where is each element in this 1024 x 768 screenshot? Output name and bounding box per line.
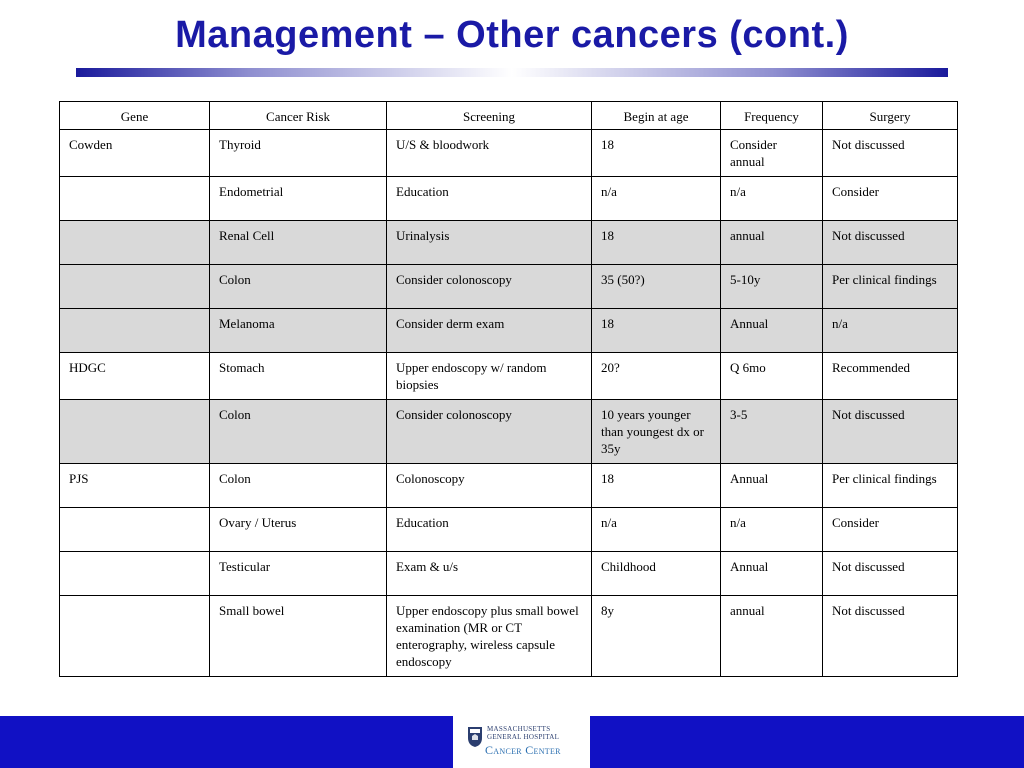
cell-frequency: annual [721,596,823,677]
cell-frequency: Annual [721,309,823,353]
cell-begin-at-age: 18 [592,464,721,508]
cell-surgery: Consider [823,177,958,221]
cell-gene [60,177,210,221]
table-row [60,508,958,552]
cell-surgery: Not discussed [823,130,958,177]
cell-gene [60,400,210,464]
header-gene: Gene [60,102,210,130]
table-row [60,464,958,508]
header-frequency: Frequency [721,102,823,130]
cell-frequency: 3-5 [721,400,823,464]
title-underline-bar [76,68,948,77]
cell-frequency: annual [721,221,823,265]
cell-gene: HDGC [60,353,210,400]
cell-frequency: Q 6mo [721,353,823,400]
cell-cancer-risk: Testicular [210,552,387,596]
cell-begin-at-age: 8y [592,596,721,677]
cell-surgery: Per clinical findings [823,464,958,508]
header-screening: Screening [387,102,592,130]
cell-cancer-risk: Thyroid [210,130,387,177]
cell-cancer-risk: Colon [210,400,387,464]
cell-screening: Consider colonoscopy [387,400,592,464]
cell-screening: Upper endoscopy w/ random biopsies [387,353,592,400]
header-cancer-risk: Cancer Risk [210,102,387,130]
cell-begin-at-age: 18 [592,309,721,353]
cell-gene [60,596,210,677]
cell-frequency: Annual [721,552,823,596]
cell-begin-at-age: 35 (50?) [592,265,721,309]
cell-frequency: Annual [721,464,823,508]
table-row [60,400,958,464]
cell-cancer-risk: Ovary / Uterus [210,508,387,552]
cell-gene [60,508,210,552]
table-row [60,309,958,353]
cell-screening: Colonoscopy [387,464,592,508]
cell-begin-at-age: 10 years younger than youngest dx or 35y [592,400,721,464]
cell-surgery: Not discussed [823,552,958,596]
cell-frequency: n/a [721,508,823,552]
cell-frequency: 5-10y [721,265,823,309]
cell-screening: Upper endoscopy plus small bowel examination (MR or CT enterography, wireless capsule endoscopy [387,596,592,677]
cell-gene [60,265,210,309]
cell-surgery: Per clinical findings [823,265,958,309]
logo-text-line3: Cancer Center [485,743,561,757]
cell-surgery: Not discussed [823,221,958,265]
cell-screening: Consider colonoscopy [387,265,592,309]
table-row [60,353,958,400]
slide-title: Management – Other cancers (cont.) [175,14,849,56]
management-table [59,101,958,677]
cell-gene [60,552,210,596]
cell-gene [60,221,210,265]
cell-surgery: Consider [823,508,958,552]
table-row [60,130,958,177]
mgh-shield-icon [467,726,483,748]
cell-gene: Cowden [60,130,210,177]
cell-cancer-risk: Renal Cell [210,221,387,265]
table-row [60,552,958,596]
cell-cancer-risk: Small bowel [210,596,387,677]
cell-frequency: Consider annual [721,130,823,177]
mgh-cancer-center-logo [453,716,590,768]
cell-cancer-risk: Melanoma [210,309,387,353]
table-row [60,265,958,309]
cell-surgery: Not discussed [823,596,958,677]
logo-text-line2: GENERAL HOSPITAL [487,733,560,741]
cell-cancer-risk: Stomach [210,353,387,400]
cell-cancer-risk: Endometrial [210,177,387,221]
table-row [60,221,958,265]
cell-begin-at-age: Childhood [592,552,721,596]
cell-screening: Education [387,508,592,552]
cell-begin-at-age: 18 [592,221,721,265]
cell-surgery: Recommended [823,353,958,400]
cell-screening: U/S & bloodwork [387,130,592,177]
cell-begin-at-age: 18 [592,130,721,177]
cell-begin-at-age: 20? [592,353,721,400]
logo-text-line1: MASSACHUSETTS [487,725,551,733]
header-begin-at-age: Begin at age [592,102,721,130]
table-header-row [60,102,958,130]
cell-begin-at-age: n/a [592,177,721,221]
cell-screening: Consider derm exam [387,309,592,353]
cell-screening: Education [387,177,592,221]
cell-cancer-risk: Colon [210,265,387,309]
table-row [60,177,958,221]
cell-cancer-risk: Colon [210,464,387,508]
cell-screening: Urinalysis [387,221,592,265]
cell-surgery: Not discussed [823,400,958,464]
cell-screening: Exam & u/s [387,552,592,596]
cell-gene: PJS [60,464,210,508]
cell-frequency: n/a [721,177,823,221]
cell-begin-at-age: n/a [592,508,721,552]
table-row [60,596,958,677]
cell-surgery: n/a [823,309,958,353]
cell-gene [60,309,210,353]
header-surgery: Surgery [823,102,958,130]
